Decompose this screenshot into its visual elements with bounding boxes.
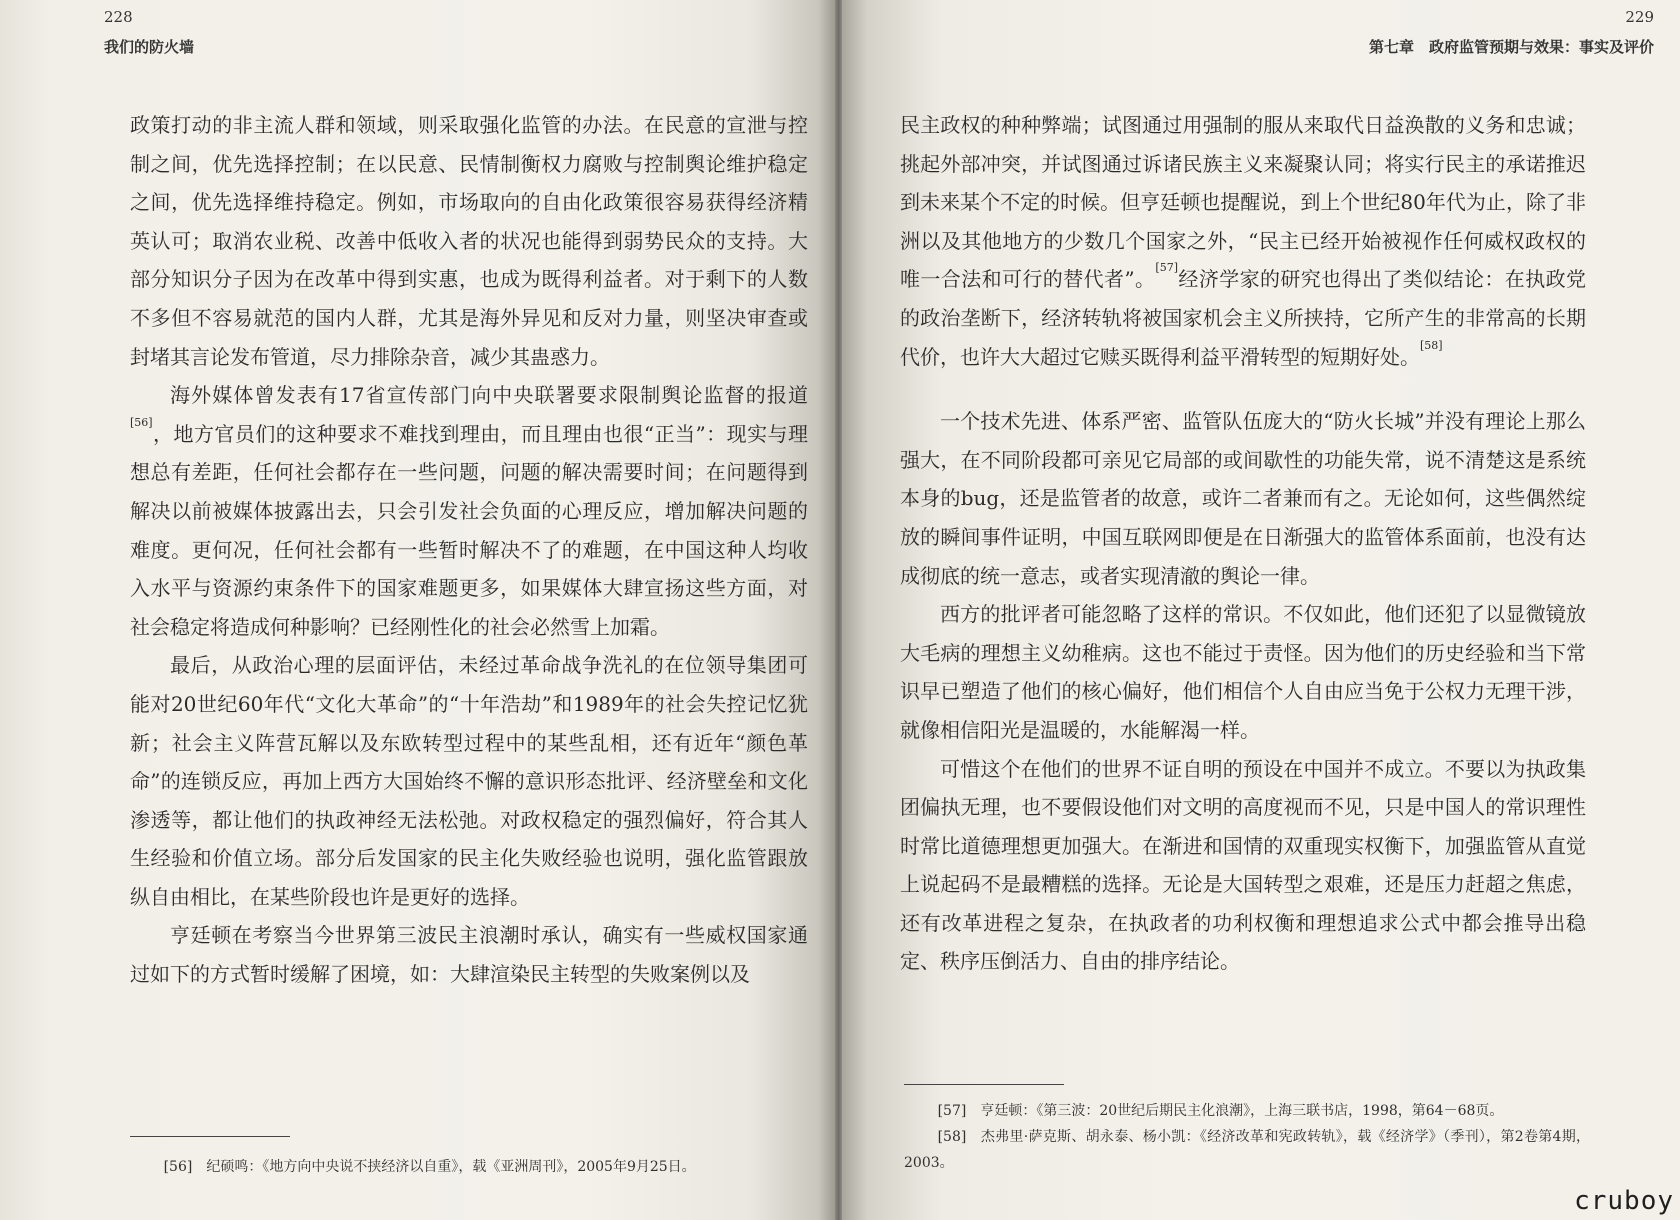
left-page (0, 0, 835, 1220)
running-head: 第七章 政府监管预期与效果：事实及评价 (1368, 38, 1654, 56)
footnote-ref[interactable]: [56] (130, 415, 153, 429)
footnote-ref[interactable]: [57] (1155, 261, 1179, 275)
paragraph (130, 376, 808, 646)
paragraph-text: ，地方官员们的这种要求不难找到理由，而且理由也很“正当”：现实与理想总有差距，任何社会都存在一些问题，问题的解决需要时间；在问题得到解决以前被媒体披露出去，只会引发社会负面的心理反应，增加解决问题的难度。更何况，任何社会都有一些暂时解决不了的难题，在中国这种人均收入水平与资源约束条件下的国家难题更多，如果媒体大肆宣扬这些方面，对社会稳定将造成何种影响？已经刚性化的社会必然雪上加霜。 (130, 421, 808, 639)
paragraph-text: 经济学家的研究也得出了类似结论：在执政党的政治垄断下，经济转轨将被国家机会主义所挟持，它所产生的非常高的长期代价，也许大大超过它赎买既得利益平滑转型的短期好处。 (900, 267, 1586, 369)
paragraph-text: 海外媒体曾发表有17省宣传部门向中央联署要求限制舆论监督的报道 (170, 383, 808, 408)
paragraph: 西方的批评者可能忽略了这样的常识。不仅如此，他们还犯了以显微镜放大毛病的理想主义幼稚病。这也不能过于责怪。因为他们的历史经验和当下常识早已塑造了他们的核心偏好，他们相信个人自由应当免于公权力无理干涉，就像相信阳光是温暖的，水能解渴一样。 (900, 602, 1586, 742)
footnote-ref[interactable]: [58] (1420, 338, 1443, 352)
body-text (130, 106, 808, 994)
paragraph: 最后，从政治心理的层面评估，未经过革命战争洗礼的在位领导集团可能对20世纪60年代“文化大革命”的“十年浩劫”和1989年的社会失控记忆犹新；社会主义阵营瓦解以及东欧转型过程中的某些乱相，还有近年“颜色革命”的连锁反应，再加上西方大国始终不懈的意识形态批评、经济壁垒和文化渗透等，都让他们的执政神经无法松弛。对政权稳定的强烈偏好，符合其人生经验和价值立场。部分后发国家的民主化失败经验也说明，强化监管跟放纵自由相比，在某些阶段也许是更好的选择。 (130, 653, 808, 909)
book-gutter (835, 0, 842, 1220)
watermark: cruboy (1574, 1186, 1674, 1216)
footnote-rule (130, 1136, 290, 1137)
paragraph: 政策打动的非主流人群和领域，则采取强化监管的办法。在民意的宣泄与控制之间，优先选择控制；在以民意、民情制衡权力腐败与控制舆论维护稳定之间，优先选择维持稳定。例如，市场取向的自由化政策很容易获得经济精英认可；取消农业税、改善中低收入者的状况也能得到弱势民众的支持。大部分知识分子因为在改革中得到实惠，也成为既得利益者。对于剩下的人数不多但不容易就范的国内人群，尤其是海外异见和反对力量，则坚决审查或封堵其言论发布管道，尽力排除杂音，减少其蛊惑力。 (130, 113, 808, 369)
paragraph: 一个技术先进、体系严密、监管队伍庞大的“防火长城”并没有理论上那么强大，在不同阶段都可亲见它局部的或间歇性的功能失常，说不清楚这是系统本身的bug，还是监管者的故意，或许二者兼而有之。无论如何，这些偶然绽放的瞬间事件证明，中国互联网即便是在日渐强大的监管体系面前，也没有达成彻底的统一意志，或者实现清澈的舆论一律。 (900, 409, 1586, 588)
footnote: [57] 亨廷顿：《第三波：20世纪后期民主化浪潮》，上海三联书店，1998，第64－68页。 (937, 1103, 1504, 1119)
paragraph: 亨廷顿在考察当今世界第三波民主浪潮时承认，确实有一些威权国家通过如下的方式暂时缓解了困境，如：大肆渲染民主转型的失败案例以及 (130, 923, 808, 987)
footnotes (130, 1154, 808, 1180)
paragraph: 可惜这个在他们的世界不证自明的预设在中国并不成立。不要以为执政集团偏执无理，也不要假设他们对文明的高度视而不见，只是中国人的常识理性时常比道德理想更加强大。在渐进和国情的双重现实权衡下，加强监管从直觉上说起码不是最糟糕的选择。无论是大国转型之艰难，还是压力赶超之焦虑，还有改革进程之复杂，在执政者的功利权衡和理想追求公式中都会推导出稳定、秩序压倒活力、自由的排序结论。 (900, 756, 1586, 974)
running-head: 我们的防火墙 (104, 38, 195, 56)
page-number: 229 (1625, 8, 1654, 26)
body-text (900, 106, 1586, 981)
footnotes (904, 1098, 1590, 1176)
footnote: [56] 纪硕鸣：《地方向中央说不挟经济以自重》，载《亚洲周刊》，2005年9月25日。 (163, 1159, 696, 1175)
right-page (842, 0, 1680, 1220)
paragraph (900, 106, 1586, 376)
footnote-rule (904, 1084, 1064, 1085)
paragraph-text: 民主政权的种种弊端；试图通过用强制的服从来取代日益涣散的义务和忠诚；挑起外部冲突，并试图通过诉诸民族主义来凝聚认同；将实行民主的承诺推迟到未来某个不定的时候。但亨廷顿也提醒说，到上个世纪80年代为止，除了非洲以及其他地方的少数几个国家之外，“民主已经开始被视作任何威权政权的唯一合法和可行的替代者”。 (900, 113, 1586, 292)
page-number: 228 (104, 8, 133, 26)
footnote: [58] 杰弗里·萨克斯、胡永泰、杨小凯：《经济改革和宪政转轨》，载《经济学》（季刊），第2卷第4期，2003。 (904, 1129, 1590, 1171)
